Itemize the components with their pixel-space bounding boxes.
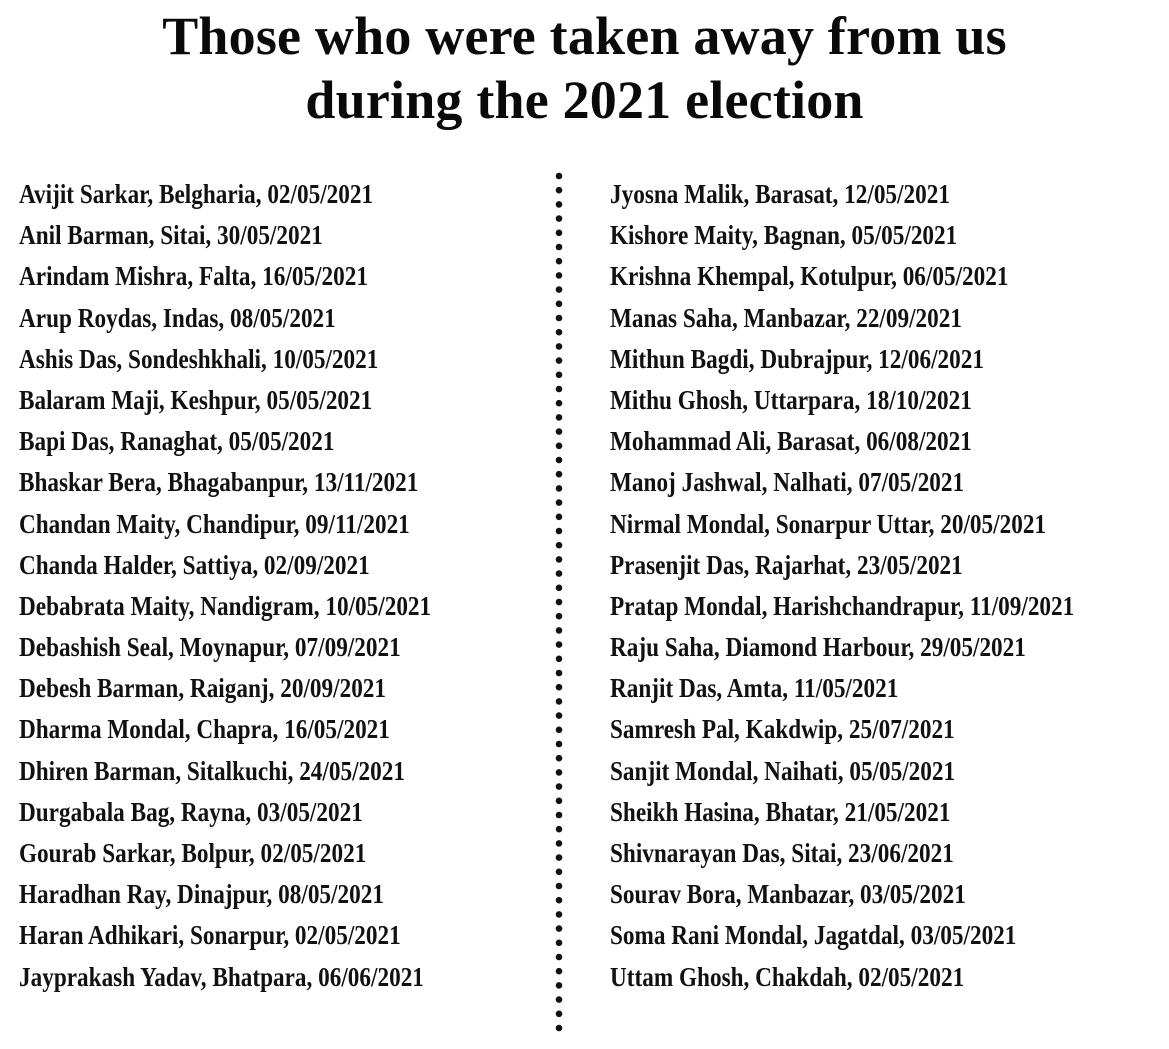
list-item: Samresh Pal, Kakdwip, 25/07/2021 bbox=[610, 714, 955, 745]
divider-dot bbox=[556, 258, 563, 265]
divider-dot bbox=[556, 996, 563, 1003]
divider-dot bbox=[556, 954, 563, 961]
divider-dot bbox=[556, 599, 563, 606]
list-item: Balaram Maji, Keshpur, 05/05/2021 bbox=[19, 384, 373, 415]
list-item: Uttam Ghosh, Chakdah, 02/05/2021 bbox=[610, 961, 965, 992]
left-name-column bbox=[19, 174, 539, 998]
divider-dot bbox=[556, 783, 563, 790]
divider-dot bbox=[556, 528, 563, 535]
list-item: Debabrata Maity, Nandigram, 10/05/2021 bbox=[19, 590, 432, 621]
list-item: Debashish Seal, Moynapur, 07/09/2021 bbox=[19, 632, 401, 663]
divider-dot bbox=[556, 471, 563, 478]
list-item: Bapi Das, Ranaghat, 05/05/2021 bbox=[19, 426, 335, 457]
divider-dot bbox=[556, 187, 563, 194]
list-item: Mohammad Ali, Barasat, 06/08/2021 bbox=[610, 426, 972, 457]
divider-dot bbox=[556, 556, 563, 563]
divider-dot bbox=[556, 826, 563, 833]
divider-dot bbox=[556, 911, 563, 918]
divider-dot bbox=[556, 201, 563, 208]
divider-dot bbox=[556, 613, 563, 620]
divider-dot bbox=[556, 542, 563, 549]
list-item: Sanjit Mondal, Naihati, 05/05/2021 bbox=[610, 755, 956, 786]
divider-dot bbox=[556, 897, 563, 904]
list-item: Sourav Bora, Manbazar, 03/05/2021 bbox=[610, 879, 966, 910]
divider-dot bbox=[556, 315, 563, 322]
list-item: Manas Saha, Manbazar, 22/09/2021 bbox=[610, 302, 963, 333]
divider-dot bbox=[556, 940, 563, 947]
list-item: Haran Adhikari, Sonarpur, 02/05/2021 bbox=[19, 920, 401, 951]
list-item: Dharma Mondal, Chapra, 16/05/2021 bbox=[19, 714, 390, 745]
list-item: Ranjit Das, Amta, 11/05/2021 bbox=[610, 673, 899, 704]
divider-dot bbox=[556, 1011, 563, 1018]
list-item: Krishna Khempal, Kotulpur, 06/05/2021 bbox=[610, 261, 1009, 292]
divider-dot bbox=[556, 854, 563, 861]
divider-dot bbox=[556, 869, 563, 876]
divider-dot bbox=[556, 428, 563, 435]
divider-dot bbox=[556, 499, 563, 506]
divider-dot bbox=[556, 400, 563, 407]
divider-dot bbox=[556, 443, 563, 450]
list-item: Chandan Maity, Chandipur, 09/11/2021 bbox=[19, 508, 410, 539]
divider-dot bbox=[556, 485, 563, 492]
divider-dot bbox=[556, 684, 563, 691]
list-item: Pratap Mondal, Harishchandrapur, 11/09/2021 bbox=[610, 590, 1075, 621]
divider-dot bbox=[556, 741, 563, 748]
divider-dot bbox=[556, 343, 563, 350]
divider-dot bbox=[556, 670, 563, 677]
divider-dot bbox=[556, 457, 563, 464]
list-item: Ashis Das, Sondeshkhali, 10/05/2021 bbox=[19, 343, 379, 374]
list-item: Mithun Bagdi, Dubrajpur, 12/06/2021 bbox=[610, 343, 984, 374]
list-item: Durgabala Bag, Rayna, 03/05/2021 bbox=[19, 796, 363, 827]
list-item: Chanda Halder, Sattiya, 02/09/2021 bbox=[19, 549, 370, 580]
list-item: Debesh Barman, Raiganj, 20/09/2021 bbox=[19, 673, 387, 704]
list-item: Mithu Ghosh, Uttarpara, 18/10/2021 bbox=[610, 384, 972, 415]
title-line-1: Those who were taken away from us bbox=[162, 6, 1007, 66]
divider-dot bbox=[556, 357, 563, 364]
dotted-divider-graphic bbox=[552, 170, 566, 1042]
list-item: Haradhan Ray, Dinajpur, 08/05/2021 bbox=[19, 879, 384, 910]
divider-dot bbox=[556, 286, 563, 293]
divider-dot bbox=[556, 215, 563, 222]
divider-dot bbox=[556, 173, 563, 180]
list-item: Bhaskar Bera, Bhagabanpur, 13/11/2021 bbox=[19, 467, 419, 498]
divider-dot bbox=[556, 414, 563, 421]
list-item: Kishore Maity, Bagnan, 05/05/2021 bbox=[610, 220, 958, 251]
divider-dot bbox=[556, 727, 563, 734]
divider-dot bbox=[556, 883, 563, 890]
divider-dot bbox=[556, 840, 563, 847]
divider-dot bbox=[556, 641, 563, 648]
list-item: Jyosna Malik, Barasat, 12/05/2021 bbox=[610, 179, 950, 209]
divider-dot bbox=[556, 769, 563, 776]
list-item: Raju Saha, Diamond Harbour, 29/05/2021 bbox=[610, 632, 1026, 663]
list-item: Shivnarayan Das, Sitai, 23/06/2021 bbox=[610, 838, 954, 868]
divider-dot bbox=[556, 712, 563, 719]
divider-dot bbox=[556, 755, 563, 762]
list-item: Dhiren Barman, Sitalkuchi, 24/05/2021 bbox=[19, 755, 405, 786]
divider-dot bbox=[556, 627, 563, 634]
divider-dot bbox=[556, 968, 563, 975]
list-item: Manoj Jashwal, Nalhati, 07/05/2021 bbox=[610, 467, 965, 498]
divider-dot bbox=[556, 798, 563, 805]
list-item: Sheikh Hasina, Bhatar, 21/05/2021 bbox=[610, 796, 951, 827]
list-item: Avijit Sarkar, Belgharia, 02/05/2021 bbox=[19, 179, 374, 209]
divider-dot bbox=[556, 329, 563, 336]
list-item: Anil Barman, Sitai, 30/05/2021 bbox=[19, 220, 323, 251]
divider-dot bbox=[556, 514, 563, 521]
list-item: Nirmal Mondal, Sonarpur Uttar, 20/05/2021 bbox=[610, 508, 1047, 539]
list-item: Arup Roydas, Indas, 08/05/2021 bbox=[19, 302, 336, 333]
divider-dot bbox=[556, 230, 563, 237]
divider-dot bbox=[556, 982, 563, 989]
list-item: Arindam Mishra, Falta, 16/05/2021 bbox=[19, 261, 368, 292]
page-title bbox=[0, 4, 1169, 132]
divider-dot bbox=[556, 272, 563, 279]
divider-dot bbox=[556, 925, 563, 932]
divider-dot bbox=[556, 656, 563, 663]
list-item: Jayprakash Yadav, Bhatpara, 06/06/2021 bbox=[19, 961, 424, 992]
list-item: Gourab Sarkar, Bolpur, 02/05/2021 bbox=[19, 838, 367, 868]
list-item: Prasenjit Das, Rajarhat, 23/05/2021 bbox=[610, 549, 963, 580]
divider-dot bbox=[556, 1025, 563, 1032]
title-line-2: during the 2021 election bbox=[305, 70, 864, 130]
dotted-column-divider bbox=[552, 170, 566, 1042]
divider-dot bbox=[556, 570, 563, 577]
divider-dot bbox=[556, 812, 563, 819]
right-name-column bbox=[610, 174, 1166, 998]
divider-dot bbox=[556, 244, 563, 251]
divider-dot bbox=[556, 372, 563, 379]
list-item: Soma Rani Mondal, Jagatdal, 03/05/2021 bbox=[610, 920, 1017, 951]
divider-dot bbox=[556, 386, 563, 393]
divider-dot bbox=[556, 585, 563, 592]
divider-dot bbox=[556, 698, 563, 705]
divider-dot bbox=[556, 301, 563, 308]
